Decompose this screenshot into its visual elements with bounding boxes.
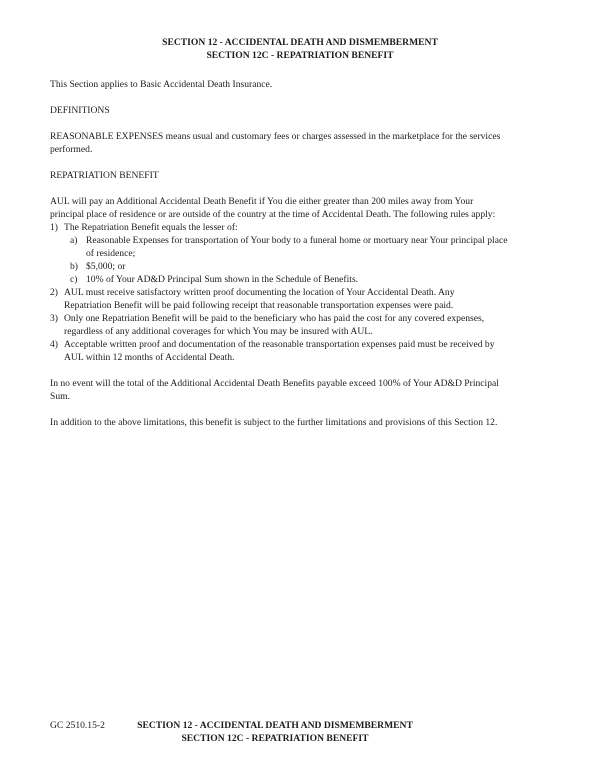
rules-list — [50, 221, 556, 364]
subrule-marker: c) — [70, 274, 78, 285]
additional-limitations-paragraph: In addition to the above limitations, this benefit is subject to the further limitations and provisions of this Section 12. — [50, 417, 498, 428]
rule-item-1 — [50, 221, 556, 286]
rule-marker: 3) — [50, 313, 58, 324]
rule-item-2 — [50, 286, 556, 312]
repatriation-heading: REPATRIATION BENEFIT — [50, 170, 159, 181]
footer-doc-code: GC 2510.15-2 — [50, 720, 105, 731]
subrule-text: 10% of Your AD&D Principal Sum shown in the Schedule of Benefits. — [86, 274, 359, 285]
definitions-heading: DEFINITIONS — [50, 105, 110, 116]
header-title-line-2: SECTION 12C - REPATRIATION BENEFIT — [206, 50, 394, 61]
rule-item-4 — [50, 338, 556, 364]
footer-title-line-2: SECTION 12C - REPATRIATION BENEFIT — [181, 733, 369, 744]
rule-text: Acceptable written proof and documentation of the reasonable transportation expenses paid must be received by AUL within 12 months of Accidental Death. — [64, 339, 495, 363]
rule-text: The Repatriation Benefit equals the lesser of: a) Reasonable Expenses for transportation of Your body to a funeral home or mortuary near Your principal place of residence; b) $5,000; or c) 10% of Your AD&D Principal Sum shown in the Schedule of Benefits. — [64, 221, 556, 286]
page-footer — [0, 719, 600, 759]
intro-line-1: AUL will pay an Additional Accidental Death Benefit if You die either greater than 200 miles away from Your — [50, 196, 474, 207]
max-benefit-line-2: Sum. — [50, 391, 70, 402]
subrule-item-b — [70, 260, 556, 273]
repatriation-intro-paragraph — [50, 195, 556, 221]
page-header — [0, 36, 600, 62]
reasonable-expenses-line-1: REASONABLE EXPENSES means usual and customary fees or charges assessed in the marketplace for the services — [50, 131, 501, 142]
document-body — [50, 78, 556, 442]
max-benefit-paragraph — [50, 377, 556, 403]
subrule-marker: b) — [70, 261, 78, 272]
footer-title — [50, 719, 500, 745]
rule-marker: 1) — [50, 222, 58, 233]
rule-marker: 2) — [50, 287, 58, 298]
footer-title-line-1: SECTION 12 - ACCIDENTAL DEATH AND DISMEMBERMENT — [137, 720, 413, 731]
rule-item-3 — [50, 312, 556, 338]
subrule-item-a — [70, 234, 556, 260]
subrule-marker: a) — [70, 235, 78, 246]
rule-marker: 4) — [50, 339, 58, 350]
rule-text: Only one Repatriation Benefit will be paid to the beneficiary who has paid the cost for any covered expenses, regardless of any additional coverages for which You may be insured with AUL. — [64, 313, 485, 337]
subrule-text: $5,000; or — [86, 261, 126, 272]
subrule-text: Reasonable Expenses for transportation of Your body to a funeral home or mortuary near Your principal place of residence; — [86, 235, 508, 259]
reasonable-expenses-line-2: performed. — [50, 144, 93, 155]
max-benefit-line-1: In no event will the total of the Additional Accidental Death Benefits payable exceed 100% of Your AD&D Principal — [50, 378, 499, 389]
intro-line-2: principal place of residence or are outside of the country at the time of Accidental Death. The following rules apply: — [50, 209, 496, 220]
subrule-item-c — [70, 273, 556, 286]
rule-text: AUL must receive satisfactory written proof documenting the location of Your Accidental Death. Any Repatriation Benefit will be paid following receipt that reasonable transportation expenses were paid. — [64, 287, 455, 311]
applies-paragraph — [50, 78, 556, 91]
applies-text: This Section applies to Basic Accidental Death Insurance. — [50, 79, 273, 90]
header-title-line-1: SECTION 12 - ACCIDENTAL DEATH AND DISMEMBERMENT — [162, 37, 438, 48]
reasonable-expenses-paragraph — [50, 130, 556, 156]
